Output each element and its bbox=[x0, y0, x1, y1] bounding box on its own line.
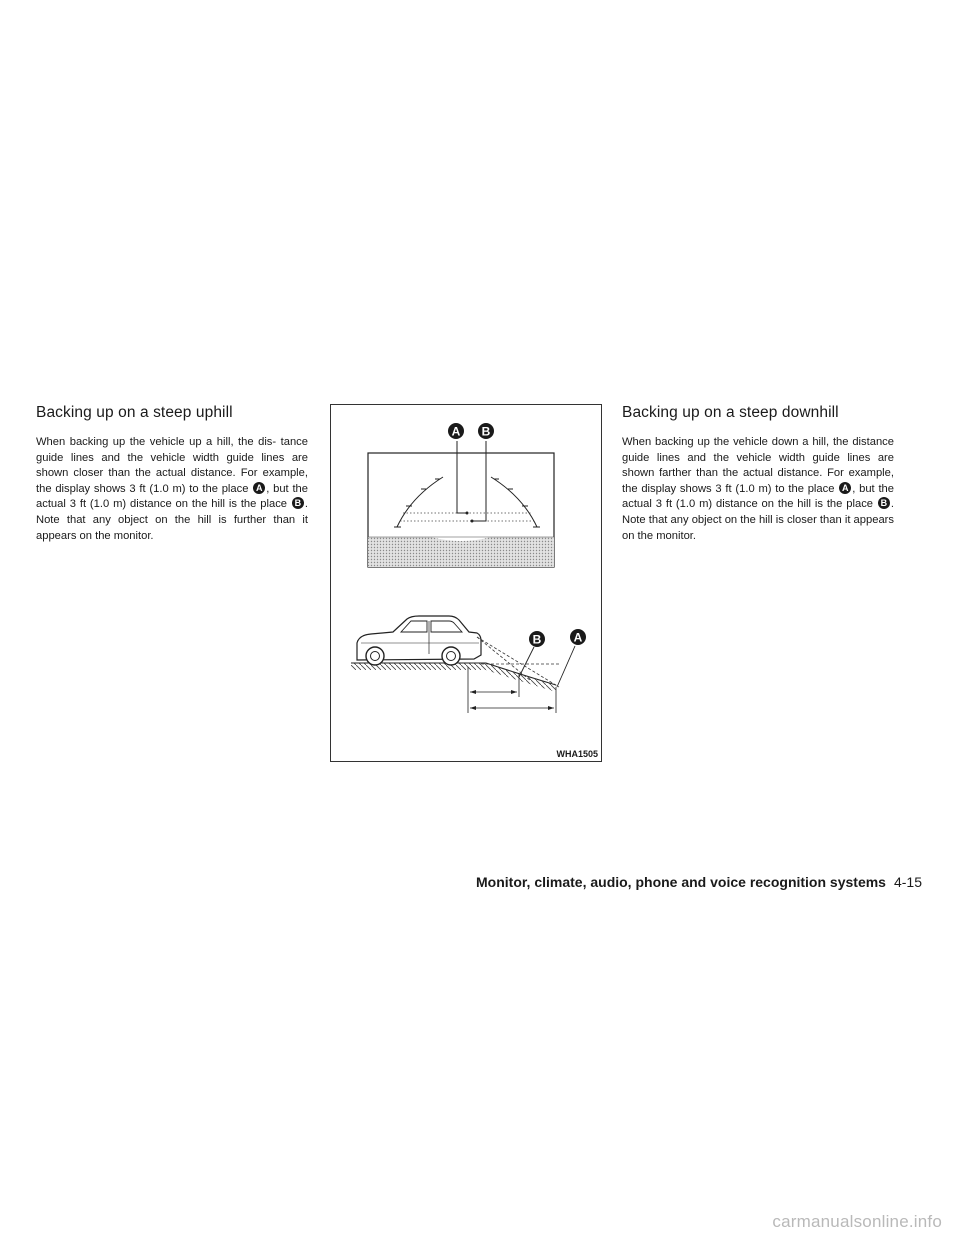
section-downhill bbox=[622, 403, 894, 544]
page-number: 4-15 bbox=[893, 874, 922, 890]
marker-a-label: A bbox=[573, 630, 583, 645]
section-uphill bbox=[36, 403, 308, 544]
section-body-downhill bbox=[622, 435, 894, 544]
section-body-uphill bbox=[36, 435, 308, 544]
car-side-view bbox=[351, 616, 586, 713]
body-text: When backing up the vehicle up a hill, the dis- tance guide lines and the vehicle width guide lines are shown closer than the actual distance. For example, the display shows 3 ft (1.0 m) to the place bbox=[36, 436, 308, 495]
marker-b-label: B bbox=[532, 632, 542, 647]
marker-b-label: B bbox=[481, 424, 491, 439]
illustration-figure bbox=[330, 404, 602, 762]
marker-a-icon: A bbox=[839, 482, 851, 494]
page-footer bbox=[0, 873, 922, 891]
figure-code: WHA1505 bbox=[556, 749, 598, 759]
body-text: . Note that any object on the hill is further than it appears on the monitor. bbox=[36, 498, 308, 542]
body-text: When backing up the vehicle down a hill, the distance guide lines and the vehicle width guide lines are shown farther than the actual distance. For example, the display shows 3 ft (1.0 m) to the place bbox=[622, 436, 894, 495]
monitor-screen bbox=[368, 423, 554, 567]
body-text: , but the actual 3 ft (1.0 m) distance on the hill is the place bbox=[36, 482, 308, 511]
marker-b-icon: B bbox=[878, 497, 890, 509]
marker-a-icon: A bbox=[253, 482, 265, 494]
body-text: . Note that any object on the hill is closer than it appears on the monitor. bbox=[622, 498, 894, 542]
section-heading-downhill: Backing up on a steep downhill bbox=[622, 404, 839, 421]
body-text: , but the actual 3 ft (1.0 m) distance on the hill is the place bbox=[622, 482, 894, 511]
footer-chapter-title: Monitor, climate, audio, phone and voice recognition systems bbox=[476, 874, 886, 890]
marker-b-icon: B bbox=[292, 497, 304, 509]
marker-a-label: A bbox=[451, 424, 461, 439]
watermark-text: carmanualsonline.info bbox=[772, 1212, 942, 1231]
section-heading-uphill: Backing up on a steep uphill bbox=[36, 404, 233, 421]
figure-illustration bbox=[331, 405, 603, 763]
